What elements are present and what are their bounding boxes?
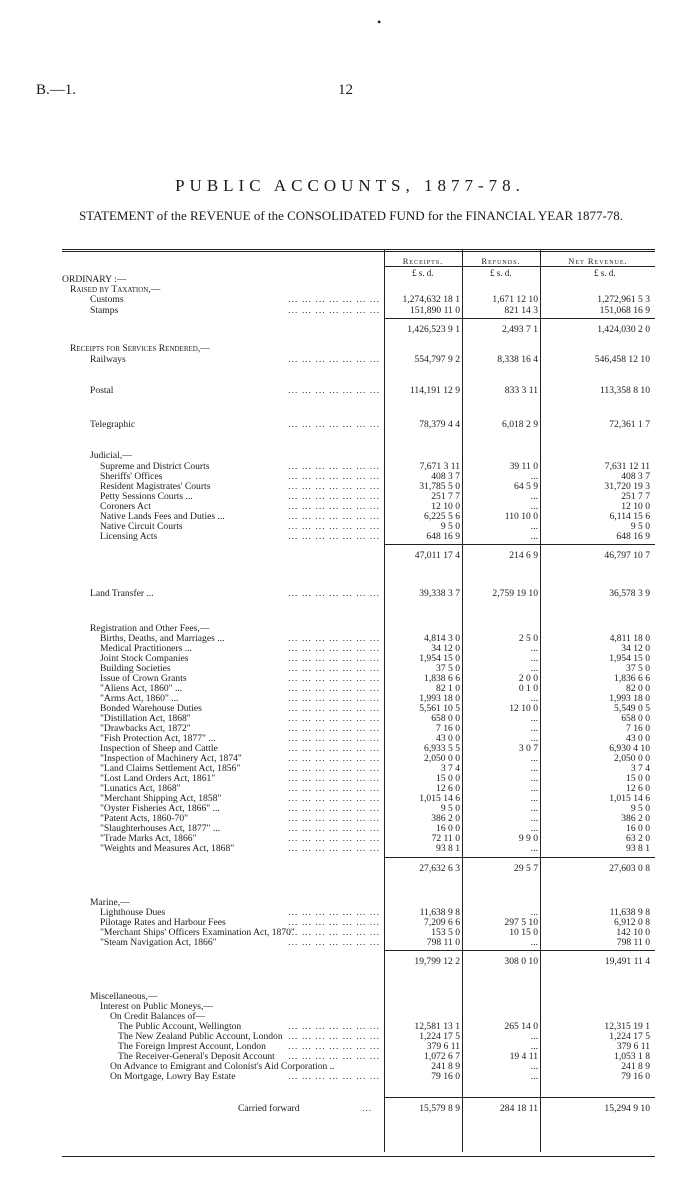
net-revenue-value: 386 2 0 <box>621 813 650 824</box>
refunds-value: ... <box>530 733 538 744</box>
row-label: "Weights and Measures Act, 1868" <box>100 843 235 854</box>
leader-dots: ... ... ... ... ... ... ... <box>288 803 380 814</box>
leader-dots: ... ... ... ... ... ... ... <box>288 773 380 784</box>
refunds-value: 214 6 9 <box>509 550 538 561</box>
net-revenue-value: 7 16 0 <box>626 723 650 734</box>
receipts-value: 658 0 0 <box>431 713 460 724</box>
row-label: Lighthouse Dues <box>100 907 166 918</box>
leader-dots: ... ... ... ... ... ... ... <box>288 481 380 492</box>
statement-subtitle: STATEMENT of the REVENUE of the CONSOLIDATED FUND for the FINANCIAL YEAR 1877-78. <box>78 208 624 223</box>
receipts-value: 9 5 0 <box>440 521 460 532</box>
net-revenue-value: 5,549 0 5 <box>614 703 650 714</box>
leader-dots: ... ... ... ... ... ... ... <box>288 1031 380 1042</box>
refunds-value: ... <box>530 1031 538 1042</box>
net-revenue-value: 36,578 3 9 <box>609 588 650 599</box>
net-revenue-value: 72,361 1 7 <box>609 419 650 430</box>
receipts-value: 798 11 0 <box>426 937 460 948</box>
refunds-value: 821 14 3 <box>504 305 538 316</box>
net-revenue-value: 1,015 14 6 <box>609 793 650 804</box>
refunds-value: 8,338 16 4 <box>497 354 538 365</box>
document-code: B.—1. <box>36 82 77 98</box>
net-revenue-value: 1,836 6 6 <box>614 673 650 684</box>
speck-mark: • <box>377 15 382 29</box>
net-revenue-value: 37 5 0 <box>626 663 650 674</box>
refunds-value: 3 0 7 <box>518 743 538 754</box>
receipts-value: 19,799 12 2 <box>414 956 460 967</box>
table-row <box>62 843 655 854</box>
leader-dots: ... ... ... ... ... ... ... <box>288 823 380 834</box>
leader-dots: ... ... ... ... ... ... ... <box>288 753 380 764</box>
row-label: "Lost Land Orders Act, 1861" <box>100 773 216 784</box>
row-label: "Distillation Act, 1868" <box>100 713 191 724</box>
currency-units-refunds: £ s. d. <box>490 268 512 278</box>
subtotal-rule <box>384 950 655 951</box>
row-label: Land Transfer ... <box>90 588 154 599</box>
receipts-value: 153 5 0 <box>431 927 460 938</box>
refunds-value: ... <box>530 763 538 774</box>
row-label: Native Lands Fees and Duties ... <box>100 511 225 522</box>
refunds-value: 2,759 19 10 <box>492 588 538 599</box>
refunds-value: ... <box>530 531 538 542</box>
net-revenue-value: 7,631 12 11 <box>604 461 650 472</box>
refunds-value: 297 5 10 <box>504 917 538 928</box>
row-label: Supreme and District Courts <box>100 461 210 472</box>
table-bottom-rule <box>62 1156 655 1157</box>
refunds-value: 1,671 12 10 <box>492 294 538 305</box>
receipts-value: 93 8 1 <box>436 843 460 854</box>
net-revenue-value: 546,458 12 10 <box>594 354 650 365</box>
receipts-value: 82 1 0 <box>436 683 460 694</box>
net-revenue-value: 43 0 0 <box>626 733 650 744</box>
row-label: Receipts for Services Rendered,— <box>70 343 210 354</box>
receipts-value: 4,814 3 0 <box>424 633 460 644</box>
row-label: On Advance to Emigrant and Colonist's Aid Corporation .. <box>110 1061 335 1072</box>
net-revenue-value: 31,720 19 3 <box>604 481 650 492</box>
net-revenue-value: 6,930 4 10 <box>609 743 650 754</box>
leader-dots: ... ... ... ... ... ... ... <box>288 783 380 794</box>
net-revenue-value: 12 10 0 <box>621 501 650 512</box>
refunds-value: 29 5 7 <box>514 863 538 874</box>
row-label: Stamps <box>90 305 119 316</box>
row-label: Marine,— <box>90 897 130 908</box>
row-label: "Steam Navigation Act, 1866" <box>100 937 217 948</box>
subtotal-row <box>62 863 655 874</box>
subtotal-row <box>62 956 655 967</box>
leader-dots: ... ... ... ... ... ... ... <box>288 713 380 724</box>
receipts-value: 1,072 6 7 <box>424 1051 460 1062</box>
net-revenue-value: 11,638 9 8 <box>609 907 650 918</box>
receipts-value: 241 8 9 <box>431 1061 460 1072</box>
net-revenue-value: 19,491 11 4 <box>604 956 650 967</box>
refunds-value: ... <box>530 663 538 674</box>
refunds-value: ... <box>530 843 538 854</box>
receipts-value: 5,561 10 5 <box>419 703 460 714</box>
receipts-value: 3 7 4 <box>440 763 460 774</box>
row-label: Licensing Acts <box>100 531 158 542</box>
table-row <box>62 343 655 354</box>
net-revenue-value: 142 10 0 <box>616 927 650 938</box>
row-label: Inspection of Sheep and Cattle <box>100 743 218 754</box>
receipts-value: 16 0 0 <box>436 823 460 834</box>
refunds-value: 19 4 11 <box>509 1051 538 1062</box>
net-revenue-value: 1,053 1 8 <box>614 1051 650 1062</box>
leader-dots: ... ... ... ... ... ... ... <box>288 743 380 754</box>
row-label: The New Zealand Public Account, London <box>118 1031 283 1042</box>
row-label: "Slaughterhouses Act, 1877" ... <box>100 823 221 834</box>
leader-dots: ... ... ... ... ... ... ... <box>288 1051 380 1062</box>
row-label: Telegraphic <box>90 419 136 430</box>
row-label: "Oyster Fisheries Act, 1866" ... <box>100 803 220 814</box>
refunds-value: ... <box>530 653 538 664</box>
refunds-value: 12 10 0 <box>509 703 538 714</box>
net-revenue-value: 12 6 0 <box>626 783 650 794</box>
net-revenue-value: 241 8 9 <box>621 1061 650 1072</box>
refunds-value: 284 18 11 <box>499 1103 538 1114</box>
currency-units-net: £ s. d. <box>594 268 616 278</box>
net-revenue-value: 4,811 18 0 <box>609 633 650 644</box>
table-row <box>62 419 655 430</box>
net-revenue-value: 15,294 9 10 <box>604 1103 650 1114</box>
row-label: Joint Stock Companies <box>100 653 189 664</box>
leader-dots: ... ... ... ... ... ... ... <box>288 917 380 928</box>
leader-dots: ... ... ... ... ... ... ... <box>288 294 380 305</box>
leader-dots: ... ... ... ... ... ... ... <box>288 673 380 684</box>
net-revenue-value: 1,954 15 0 <box>609 653 650 664</box>
refunds-value: ... <box>530 491 538 502</box>
page-title: PUBLIC ACCOUNTS, 1877-78. <box>175 176 525 195</box>
subtotal-rule <box>384 544 655 545</box>
refunds-value: ... <box>530 813 538 824</box>
leader-dots: ... ... ... ... ... ... ... <box>288 733 380 744</box>
refunds-value: ... <box>530 501 538 512</box>
refunds-value: ... <box>530 793 538 804</box>
refunds-value: ... <box>530 803 538 814</box>
subtotal-row <box>62 550 655 561</box>
receipts-value: 39,338 3 7 <box>419 588 460 599</box>
refunds-value: ... <box>530 1041 538 1052</box>
row-label: The Foreign Imprest Account, London <box>118 1041 266 1052</box>
subtotal-rule <box>384 857 655 858</box>
net-revenue-value: 9 5 0 <box>630 521 650 532</box>
receipts-value: 1,993 18 0 <box>419 693 460 704</box>
table-top-rule <box>62 249 655 250</box>
receipts-value: 251 7 7 <box>431 491 460 502</box>
receipts-value: 7,671 3 11 <box>419 461 460 472</box>
table-row <box>62 294 655 305</box>
receipts-value: 15,579 8 9 <box>419 1103 460 1114</box>
receipts-value: 1,426,523 9 1 <box>407 324 460 335</box>
row-label: "Inspection of Machinery Act, 1874" <box>100 753 242 764</box>
receipts-value: 12 6 0 <box>436 783 460 794</box>
leader-dots: ... ... ... ... ... ... ... <box>288 763 380 774</box>
row-label: Judicial,— <box>90 450 132 461</box>
refunds-value: ... <box>530 1071 538 1082</box>
row-label: Issue of Crown Grants <box>100 673 187 684</box>
receipts-value: 31,785 5 0 <box>419 481 460 492</box>
refunds-value: 110 10 0 <box>504 511 538 522</box>
leader-dots: ... ... ... ... ... ... ... <box>288 653 380 664</box>
row-label: Births, Deaths, and Marriages ... <box>100 633 225 644</box>
leader-dots: ... ... ... ... ... ... ... <box>288 693 380 704</box>
refunds-value: ... <box>530 1061 538 1072</box>
row-label: Interest on Public Moneys,— <box>100 1001 213 1012</box>
leader-dots: ... ... ... ... ... ... ... <box>288 843 380 854</box>
leader-dots: ... ... ... ... ... ... ... <box>288 1021 380 1032</box>
net-revenue-value: 3 7 4 <box>630 763 650 774</box>
receipts-value: 37 5 0 <box>436 663 460 674</box>
leader-dots: ... ... ... ... ... ... ... <box>288 305 380 316</box>
leader-dots: ... ... ... ... ... ... ... <box>288 491 380 502</box>
row-label: "Merchant Ships' Officers Examination Act, 1870" <box>100 927 295 938</box>
refunds-value: ... <box>530 521 538 532</box>
net-revenue-value: 113,358 8 10 <box>599 385 650 396</box>
column-header-rule <box>384 266 655 267</box>
refunds-value: ... <box>530 773 538 784</box>
net-revenue-value: 93 8 1 <box>626 843 650 854</box>
row-label: On Credit Balances of— <box>110 1011 206 1022</box>
row-label: Pilotage Rates and Harbour Fees <box>100 917 226 928</box>
row-label: "Merchant Shipping Act, 1858" <box>100 793 222 804</box>
row-label: Petty Sessions Courts ... <box>100 491 193 502</box>
receipts-value: 6,225 5 6 <box>424 511 460 522</box>
leader-dots: ... ... ... ... ... ... ... <box>288 419 380 430</box>
row-label: Raised by Taxation,— <box>70 284 161 295</box>
refunds-value: ... <box>530 471 538 482</box>
row-label: "Aliens Act, 1860" ... <box>100 683 183 694</box>
subtotal-rule <box>384 318 655 319</box>
refunds-value: ... <box>530 937 538 948</box>
leader-dots: ... ... ... ... ... ... ... <box>288 643 380 654</box>
leader-dots: ... ... ... ... ... ... ... <box>288 521 380 532</box>
refunds-value: ... <box>530 907 538 918</box>
net-revenue-value: 9 5 0 <box>630 803 650 814</box>
row-label: The Public Account, Wellington <box>118 1021 242 1032</box>
row-label: "Lunatics Act, 1868" <box>100 783 181 794</box>
row-label: Coroners Act <box>100 501 151 512</box>
receipts-value: 1,015 14 6 <box>419 793 460 804</box>
leader-dots: ... ... ... ... ... ... ... <box>288 833 380 844</box>
refunds-value: 6,018 2 9 <box>502 419 538 430</box>
subtotal-rule <box>384 1097 655 1098</box>
row-label: Railways <box>90 354 126 365</box>
row-label: Sheriffs' Offices <box>100 471 163 482</box>
net-revenue-value: 79 16 0 <box>621 1071 650 1082</box>
leader-dots: ... ... ... ... ... ... ... <box>288 683 380 694</box>
refunds-value: 2 5 0 <box>518 633 538 644</box>
row-label: On Mortgage, Lowry Bay Estate <box>110 1071 236 1082</box>
net-revenue-value: 379 6 11 <box>616 1041 650 1052</box>
receipts-value: 1,224 17 5 <box>419 1031 460 1042</box>
column-header-refunds: Refunds. <box>481 256 521 266</box>
subtotal-row <box>62 1103 655 1114</box>
row-label: Registration and Other Fees,— <box>90 623 210 634</box>
receipts-value: 43 0 0 <box>436 733 460 744</box>
leader-dots: ... ... ... ... ... ... ... <box>288 588 380 599</box>
row-label: The Receiver-General's Deposit Account <box>118 1051 275 1062</box>
row-label: "Drawbacks Act, 1872" <box>100 723 191 734</box>
net-revenue-value: 1,424,030 2 0 <box>597 324 650 335</box>
refunds-value: ... <box>530 713 538 724</box>
net-revenue-value: 658 0 0 <box>621 713 650 724</box>
row-label: "Patent Acts, 1860-70" <box>100 813 189 824</box>
row-label: ORDINARY :— <box>62 274 127 285</box>
net-revenue-value: 46,797 10 7 <box>604 550 650 561</box>
leader-dots: ... ... ... ... ... ... ... <box>288 471 380 482</box>
leader-dots: ... ... ... ... ... ... ... <box>288 663 380 674</box>
receipts-value: 554,797 9 2 <box>414 354 460 365</box>
receipts-value: 386 2 0 <box>431 813 460 824</box>
receipts-value: 27,632 6 3 <box>419 863 460 874</box>
leader-dots: ... ... ... ... ... ... ... <box>288 385 380 396</box>
row-label: Native Circuit Courts <box>100 521 183 532</box>
refunds-value: 2,493 7 1 <box>502 324 538 335</box>
receipts-value: 12 10 0 <box>431 501 460 512</box>
row-label: "Arms Act, 1860" ... <box>100 693 179 704</box>
receipts-value: 7 16 0 <box>436 723 460 734</box>
refunds-value: ... <box>530 823 538 834</box>
receipts-value: 79 16 0 <box>431 1071 460 1082</box>
leader-dots: ... ... ... ... ... ... ... <box>288 907 380 918</box>
table-row <box>62 305 655 316</box>
row-label: Miscellaneous,— <box>90 991 158 1002</box>
row-label: Building Societies <box>100 663 171 674</box>
leader-dots: ... ... ... ... ... ... ... <box>288 633 380 644</box>
table-row <box>62 937 655 948</box>
row-label: "Fish Protection Act, 1877" ... <box>100 733 216 744</box>
refunds-value: ... <box>530 753 538 764</box>
leader-dots: ... ... ... ... ... ... ... <box>288 1041 380 1052</box>
receipts-value: 15 0 0 <box>436 773 460 784</box>
row-label: Postal <box>90 385 114 396</box>
refunds-value: 308 0 10 <box>504 956 538 967</box>
net-revenue-value: 6,114 15 6 <box>609 511 650 522</box>
receipts-value: 78,379 4 4 <box>419 419 460 430</box>
refunds-value: 2 0 0 <box>518 673 538 684</box>
net-revenue-value: 34 12 0 <box>621 643 650 654</box>
net-revenue-value: 2,050 0 0 <box>614 753 650 764</box>
row-label: Carried forward <box>238 1103 300 1114</box>
table-row <box>62 588 655 599</box>
net-revenue-value: 151,068 16 9 <box>599 305 650 316</box>
receipts-value: 9 5 0 <box>440 803 460 814</box>
row-label: Bonded Warehouse Duties <box>100 703 202 714</box>
refunds-value: ... <box>530 723 538 734</box>
net-revenue-value: 1,224 17 5 <box>609 1031 650 1042</box>
leader-dots: ... ... ... ... ... ... ... <box>288 511 380 522</box>
table-row <box>62 354 655 365</box>
receipts-value: 1,838 6 6 <box>424 673 460 684</box>
row-label: Customs <box>90 294 124 305</box>
net-revenue-value: 408 3 7 <box>621 471 650 482</box>
receipts-value: 1,954 15 0 <box>419 653 460 664</box>
leader-dots: ... ... ... ... ... ... ... <box>288 927 380 938</box>
receipts-value: 47,011 17 4 <box>414 550 460 561</box>
net-revenue-value: 798 11 0 <box>616 937 650 948</box>
net-revenue-value: 12,315 19 1 <box>604 1021 650 1032</box>
column-header-net-revenue: Net Revenue. <box>568 256 628 266</box>
net-revenue-value: 16 0 0 <box>626 823 650 834</box>
leader-dots: ... ... ... ... ... ... ... <box>288 813 380 824</box>
leader-dots: ... ... ... ... ... ... ... <box>288 354 380 365</box>
net-revenue-value: 15 0 0 <box>626 773 650 784</box>
receipts-value: 648 16 9 <box>426 531 460 542</box>
net-revenue-value: 27,603 0 8 <box>609 863 650 874</box>
leader-dots: ... ... ... ... ... ... ... <box>288 1071 380 1082</box>
net-revenue-value: 6,912 0 8 <box>614 917 650 928</box>
row-label: Medical Practitioners ... <box>100 643 192 654</box>
leader-dots: ... ... ... ... ... ... ... <box>288 793 380 804</box>
leader-dots: ... ... ... ... ... ... ... <box>288 461 380 472</box>
refunds-value: ... <box>530 643 538 654</box>
refunds-value: 833 3 11 <box>504 385 538 396</box>
table-row <box>62 1071 655 1082</box>
leader-dots: ... ... ... ... ... ... ... <box>288 937 380 948</box>
leader-dots: ... ... ... ... ... ... ... <box>288 531 380 542</box>
subtotal-row <box>62 324 655 335</box>
receipts-value: 72 11 0 <box>431 833 460 844</box>
net-revenue-value: 251 7 7 <box>621 491 650 502</box>
receipts-value: 1,274,632 18 1 <box>402 294 460 305</box>
refunds-value: 9 9 0 <box>518 833 538 844</box>
page-number: 12 <box>338 82 353 98</box>
net-revenue-value: 82 0 0 <box>626 683 650 694</box>
receipts-value: 408 3 7 <box>431 471 460 482</box>
row-label: "Trade Marks Act, 1866" <box>100 833 197 844</box>
row-label: "Land Claims Settlement Act, 1856" <box>100 763 241 774</box>
row-label: Resident Magistrates' Courts <box>100 481 211 492</box>
table-row <box>62 531 655 542</box>
refunds-value: 10 15 0 <box>509 927 538 938</box>
refunds-value: 39 11 0 <box>509 461 538 472</box>
refunds-value: ... <box>530 693 538 704</box>
refunds-value: 265 14 0 <box>504 1021 538 1032</box>
net-revenue-value: 63 2 0 <box>626 833 650 844</box>
receipts-value: 7,209 6 6 <box>424 917 460 928</box>
table-row <box>62 385 655 396</box>
receipts-value: 11,638 9 8 <box>419 907 460 918</box>
leader-dots: ... ... ... ... ... ... ... <box>288 723 380 734</box>
receipts-value: 379 6 11 <box>426 1041 460 1052</box>
table-row <box>62 450 655 461</box>
refunds-value: 0 1 0 <box>518 683 538 694</box>
leader-dots: ... <box>362 1103 373 1114</box>
leader-dots: ... ... ... ... ... ... ... <box>288 501 380 512</box>
net-revenue-value: 1,993 18 0 <box>609 693 650 704</box>
receipts-value: 12,581 13 1 <box>414 1021 460 1032</box>
net-revenue-value: 1,272,961 5 3 <box>597 294 650 305</box>
leader-dots: ... ... ... ... ... ... ... <box>288 703 380 714</box>
receipts-value: 114,191 12 9 <box>409 385 460 396</box>
net-revenue-value: 648 16 9 <box>616 531 650 542</box>
currency-units-receipts: £ s. d. <box>412 268 434 278</box>
receipts-value: 34 12 0 <box>431 643 460 654</box>
receipts-value: 6,933 5 5 <box>424 743 460 754</box>
refunds-value: 64 5 9 <box>514 481 538 492</box>
receipts-value: 2,050 0 0 <box>424 753 460 764</box>
receipts-value: 151,890 11 0 <box>409 305 460 316</box>
refunds-value: ... <box>530 783 538 794</box>
table-top-rule-2 <box>62 251 655 252</box>
column-header-receipts: Receipts. <box>402 256 444 266</box>
